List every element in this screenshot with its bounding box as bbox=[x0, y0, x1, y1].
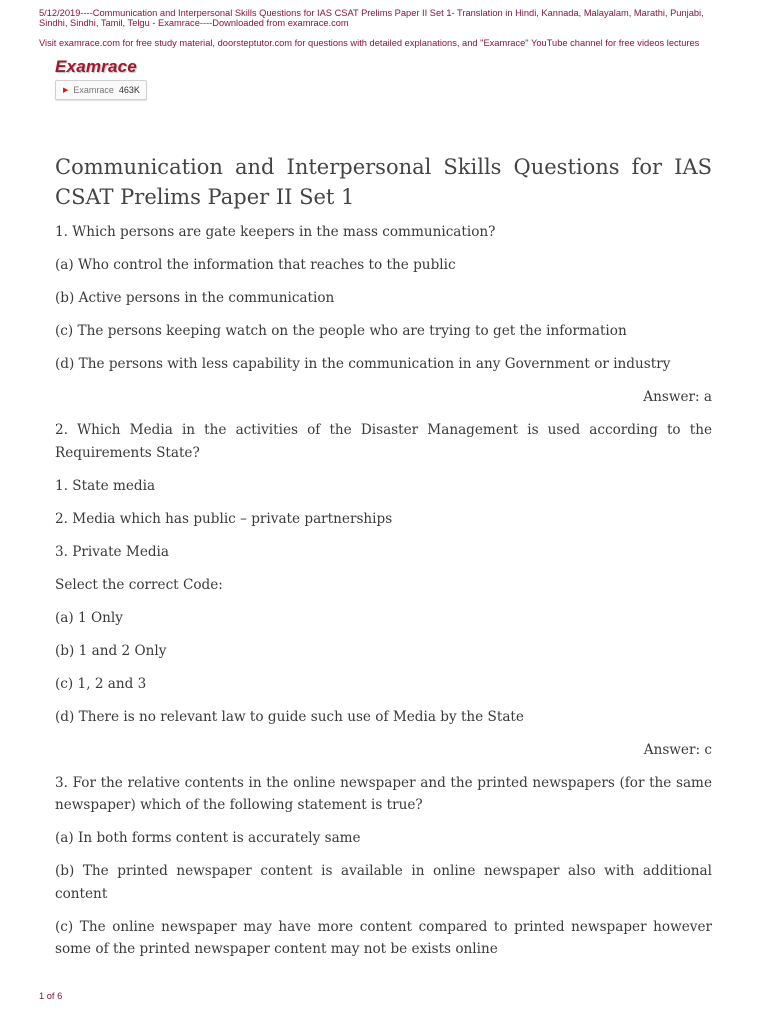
youtube-play-icon: ▶ bbox=[63, 87, 69, 94]
question-paragraph: 1. State media bbox=[55, 477, 156, 494]
document-body bbox=[55, 152, 712, 971]
question-paragraph: (c) 1, 2 and 3 bbox=[55, 675, 147, 692]
page-number: 1 of 6 bbox=[39, 991, 63, 1001]
question-paragraph: (d) The persons with less capability in the communication in any Government or industry bbox=[55, 356, 671, 372]
question-paragraph: (a) 1 Only bbox=[55, 609, 123, 626]
question-paragraph: Select the correct Code: bbox=[55, 576, 223, 593]
question-paragraph: 3. Private Media bbox=[55, 543, 170, 560]
page-title: Communication and Interpersonal Skills Questions for IAS CSAT Prelims Paper II Set 1 bbox=[55, 155, 712, 209]
youtube-subscribe-badge[interactable] bbox=[55, 80, 147, 100]
question-paragraph: (c) The persons keeping watch on the people who are trying to get the information bbox=[55, 323, 627, 339]
question-paragraph: (b) The printed newspaper content is available in online newspaper also with additional content bbox=[55, 863, 712, 902]
youtube-subscriber-count: 463K bbox=[118, 85, 140, 95]
question-paragraph: 2. Media which has public – private partnerships bbox=[55, 510, 393, 527]
question-paragraph: 1. Which persons are gate keepers in the mass communication? bbox=[55, 224, 496, 240]
question-paragraph: (b) Active persons in the communication bbox=[55, 290, 335, 306]
youtube-channel-name: Examrace bbox=[73, 85, 114, 95]
examrace-logo[interactable]: Examrace bbox=[55, 57, 137, 76]
answer-line: Answer: a bbox=[643, 389, 712, 405]
header-download-line: 5/12/2019----Communication and Interpersonal Skills Questions for IAS CSAT Prelims Paper II Set 1- Translation in Hindi, Kannada, Malayalam, Marathi, Punjabi, Sindhi, Sindhi, Tamil, Telgu - Examrace----Downloaded from examrace.com bbox=[39, 8, 704, 29]
question-list bbox=[55, 221, 712, 961]
answer-line: Answer: c bbox=[643, 741, 712, 758]
question-paragraph: (a) In both forms content is accurately same bbox=[55, 830, 361, 846]
question-paragraph: (c) The online newspaper may have more content compared to printed newspaper however some of the printed newspaper content may not be exists online bbox=[55, 918, 712, 957]
question-paragraph: (a) Who control the information that reaches to the public bbox=[55, 257, 456, 273]
question-paragraph: 3. For the relative contents in the online newspaper and the printed newspapers (for the same newspaper) which of the following statement is true? bbox=[55, 774, 712, 813]
question-paragraph: (b) 1 and 2 Only bbox=[55, 642, 167, 659]
header-visit-line: Visit examrace.com for free study material, doorsteptutor.com for questions with detailed explanations, and "Examrace" YouTube channel for free videos lectures bbox=[39, 38, 700, 48]
question-paragraph: 2. Which Media in the activities of the Disaster Management is used according to the Requirements State? bbox=[55, 422, 712, 461]
question-paragraph: (d) There is no relevant law to guide such use of Media by the State bbox=[55, 708, 524, 725]
